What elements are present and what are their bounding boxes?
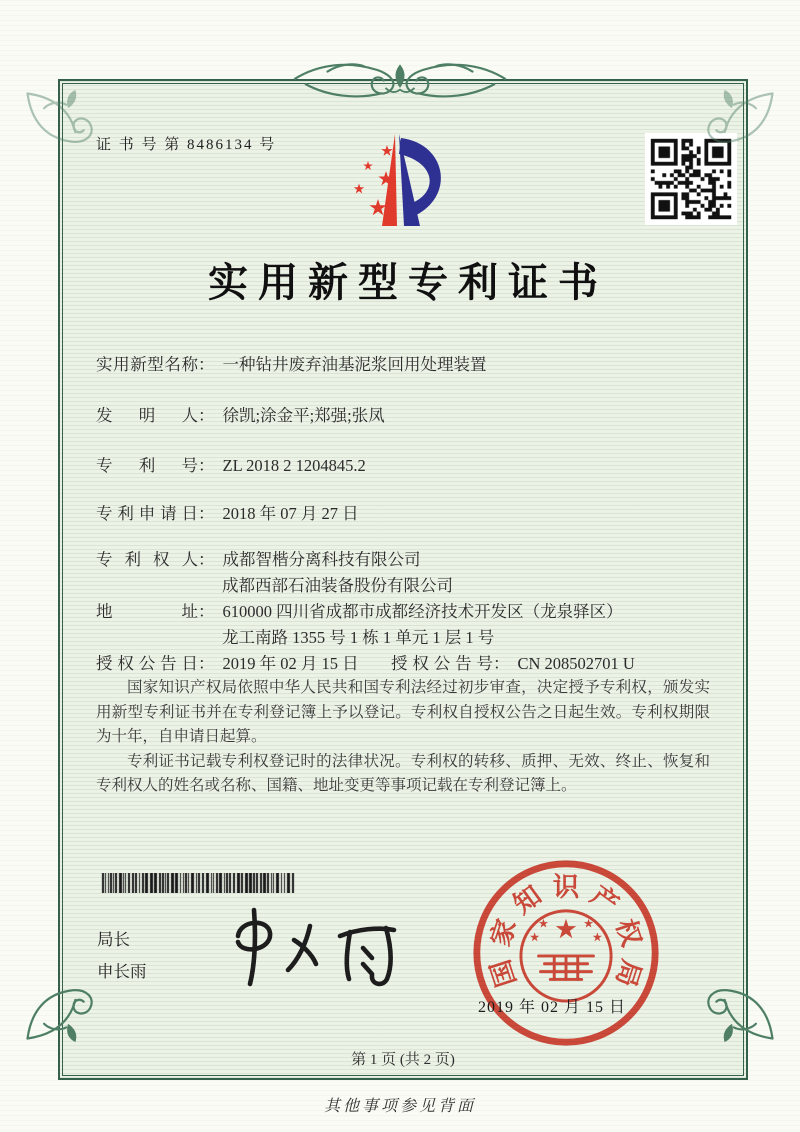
legal-paragraph-1: 国家知识产权局依照中华人民共和国专利法经过初步审查，决定授予专利权，颁发实用新型专利证书并在专利登记簿上予以登记。专利权自授权公告之日起生效。专利权期限为十年，自申请日起算。 (96, 679, 710, 745)
field-value: 2019 年 02 月 15 日 (222, 654, 359, 673)
field-value: 成都智楷分离科技有限公司 (222, 550, 421, 569)
certificate-title: 实用新型专利证书 (208, 260, 608, 305)
corner-flourish-bottom-right (686, 952, 778, 1044)
field-patentee (96, 547, 708, 599)
field-value: CN 208502701 U (517, 654, 635, 673)
top-scroll-ornament (288, 48, 512, 106)
field-address (96, 599, 708, 651)
field-value-line2: 龙工南路 1355 号 1 栋 1 单元 1 层 1 号 (222, 628, 495, 647)
barcode (100, 873, 300, 893)
cnipa-logo (334, 126, 486, 240)
svg-text:权: 权 (610, 915, 647, 950)
legal-paragraph-2: 专利证书记载专利权登记时的法律状况。专利权的转移、质押、无效、终止、恢复和专利权人的姓名或名称、国籍、地址变更等事项记载在专利登记簿上。 (96, 752, 710, 794)
field-colon: ： (198, 504, 215, 523)
corner-flourish-bottom-left (22, 952, 114, 1044)
corner-flourish-top-right (686, 88, 778, 180)
field-label: 授 权 公 告 日 (96, 654, 198, 673)
signer-name: 申长雨 (97, 963, 147, 981)
svg-text:产: 产 (585, 879, 625, 920)
field-filing-date (96, 501, 708, 527)
field-colon: ： (198, 355, 215, 374)
svg-text:识: 识 (552, 872, 580, 903)
field-colon: ： (493, 654, 510, 673)
field-patent-number (96, 453, 708, 479)
fields-block (96, 352, 708, 677)
svg-text:国: 国 (485, 956, 522, 991)
director-signature (222, 902, 417, 990)
field-value: 2018 年 07 月 27 日 (222, 504, 359, 523)
field-value: 610000 四川省成都市成都经济技术开发区（龙泉驿区） (222, 602, 623, 621)
field-colon: ： (198, 654, 215, 673)
national-emblem (521, 911, 611, 1001)
svg-text:局: 局 (610, 956, 647, 991)
field-colon: ： (198, 406, 215, 425)
seal-date: 2019 年 02 月 15 日 (478, 999, 627, 1016)
corner-flourish-top-left (22, 88, 114, 180)
field-grant-number (391, 651, 635, 677)
legal-text (96, 676, 710, 799)
field-inventors (96, 403, 708, 429)
back-side-note: 其他事项参见背面 (323, 1098, 476, 1115)
field-value-line2: 成都西部石油装备股份有限公司 (222, 576, 453, 595)
field-value: ZL 2018 2 1204845.2 (222, 456, 366, 475)
official-seal (468, 855, 664, 1051)
field-value: 徐凯;涂金平;郑强;张凤 (222, 406, 385, 425)
field-grant-date-and-number (96, 651, 708, 677)
field-label: 地 址 (96, 602, 198, 621)
field-colon: ： (198, 456, 215, 475)
field-label: 实 用 新 型 名 称 (96, 355, 198, 374)
certificate-number: 证 书 号 第 8486134 号 (96, 137, 277, 153)
field-colon: ： (198, 550, 215, 569)
page-number: 第 1 页 (共 2 页) (351, 1052, 455, 1068)
field-label: 专 利 权 人 (96, 550, 198, 569)
svg-text:知: 知 (507, 879, 547, 920)
signer-title: 局长 (97, 931, 130, 949)
field-label: 专 利 号 (96, 456, 198, 475)
svg-text:家: 家 (485, 915, 522, 950)
field-utility-model-name (96, 352, 708, 378)
field-label: 授 权 公 告 号 (391, 654, 493, 673)
field-value: 一种钻井废弃油基泥浆回用处理装置 (222, 355, 487, 374)
field-label: 专 利 申 请 日 (96, 504, 198, 523)
field-label: 发 明 人 (96, 406, 198, 425)
field-colon: ： (198, 602, 215, 621)
